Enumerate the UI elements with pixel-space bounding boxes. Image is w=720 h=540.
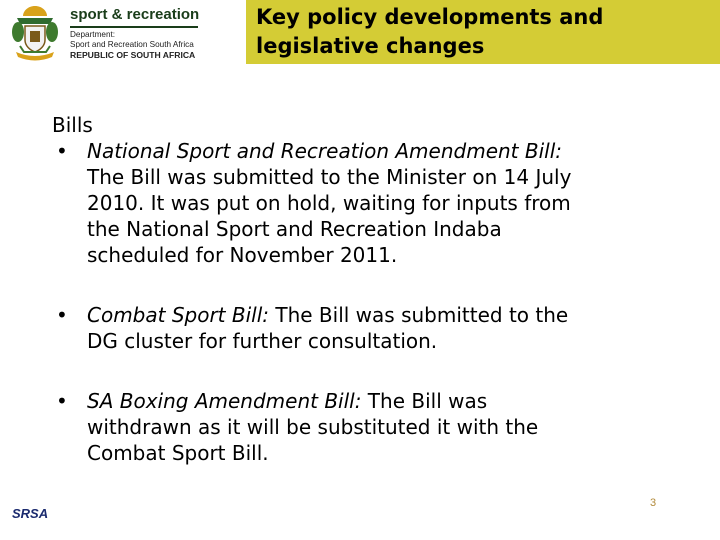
bullet-symbol: • xyxy=(56,303,68,327)
coat-of-arms-icon xyxy=(8,2,62,64)
bullet-line: withdrawn as it will be substituted it with the xyxy=(87,415,539,439)
logo-dept-name: Sport and Recreation South Africa xyxy=(70,39,194,49)
bullet-line: DG cluster for further consultation. xyxy=(87,329,438,353)
bullet-line: The Bill was submitted to the Minister on 14 July xyxy=(87,165,572,189)
bullet-line: 2010. It was put on hold, waiting for inputs from xyxy=(87,191,571,215)
slide-body xyxy=(52,112,702,466)
logo-rule xyxy=(70,26,198,28)
bullet-title: National Sport and Recreation Amendment Bill: xyxy=(87,139,563,163)
bullet-text: The Bill was submitted to the xyxy=(269,303,569,327)
logo-title: sport & recreation xyxy=(70,6,200,23)
bullet-text: The Bill was xyxy=(361,389,488,413)
bullet-line: the National Sport and Recreation Indaba xyxy=(87,217,502,241)
bullet-line: Combat Sport Bill. xyxy=(87,441,269,465)
footer-brand-logo: SRSA xyxy=(12,506,49,521)
slide-title xyxy=(256,3,603,61)
bullet-line: scheduled for November 2011. xyxy=(87,243,398,267)
page-number: 3 xyxy=(650,497,657,509)
bullet-item xyxy=(52,388,702,466)
slide-title-line-1: Key policy developments and xyxy=(256,5,604,29)
slide-title-banner xyxy=(246,0,720,64)
section-heading: Bills xyxy=(52,113,93,137)
department-logo xyxy=(8,2,208,66)
spacer xyxy=(52,354,702,388)
bullet-title: SA Boxing Amendment Bill: xyxy=(87,389,362,413)
slide-title-line-2: legislative changes xyxy=(256,34,485,58)
bullet-item xyxy=(52,138,702,268)
bullet-symbol: • xyxy=(56,139,68,163)
bullet-title: Combat Sport Bill: xyxy=(87,303,270,327)
logo-country: REPUBLIC OF SOUTH AFRICA xyxy=(70,49,196,60)
bullet-item xyxy=(52,302,702,354)
spacer xyxy=(52,268,702,302)
logo-dept-line: Department: xyxy=(70,29,116,39)
bullet-symbol: • xyxy=(56,389,68,413)
